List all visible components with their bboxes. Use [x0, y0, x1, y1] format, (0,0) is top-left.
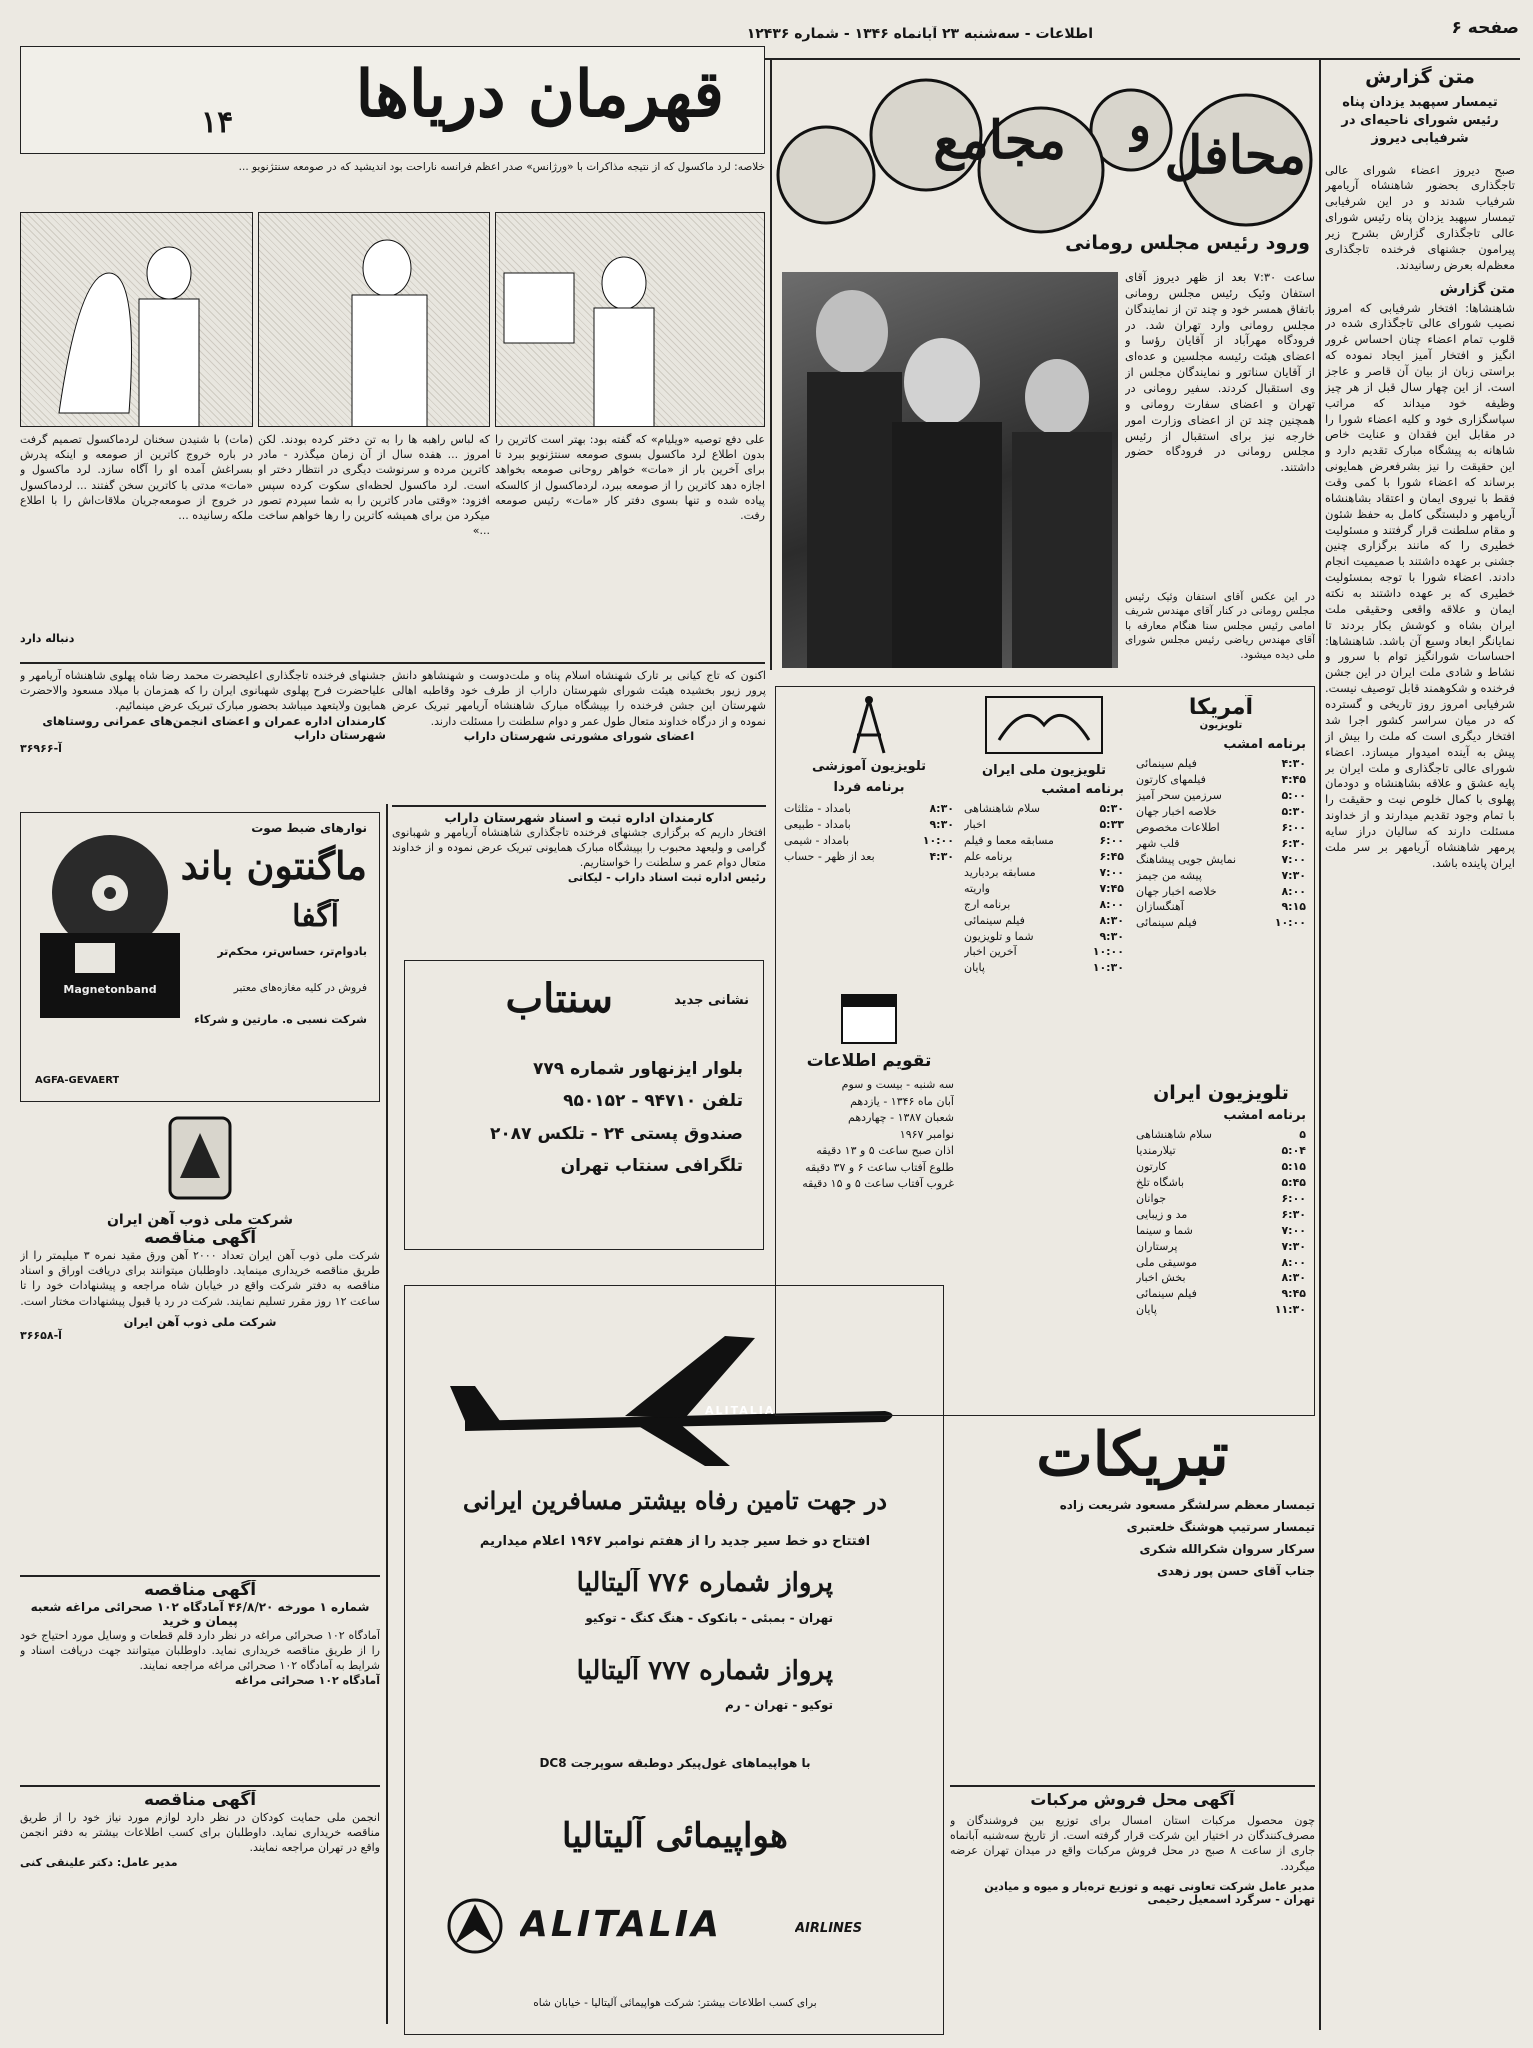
tv-educational-schedule	[784, 801, 954, 865]
tape-reel-icon	[35, 833, 185, 1023]
schedule-time: ۱۰:۳۰	[1092, 961, 1124, 975]
schedule-row	[964, 849, 1124, 865]
schedule-time: ۱۱:۳۰	[1274, 1303, 1306, 1317]
alitalia-route1: تهران - بمبئی - بانکوک - هنگ کنگ - توکیو	[585, 1611, 833, 1625]
schedule-row	[964, 865, 1124, 881]
schedule-time: ۵:۴۵	[1281, 1175, 1306, 1189]
alitalia-airlines: AIRLINES	[795, 1921, 863, 1936]
comic-summary: خلاصه: لرد ماکسول که از نتیجه مذاکرات با «ورژانس» صدر اعظم فرانسه ناراحت بود اندیشید که در صومعه سنتژنویو ...	[238, 161, 765, 173]
congrats-darab-farmers	[20, 668, 386, 803]
info-line: اطلاعات - سه‌شنبه ۲۳ آبانماه ۱۳۴۶ - شماره ۱۲۴۳۶	[746, 26, 1093, 42]
schedule-program: پرستاران	[1136, 1239, 1178, 1253]
schedule-time: ۸:۳۰	[1099, 913, 1124, 927]
congrats-text: اکنون که تاج کیانی بر تارک شهنشاه اسلام پناه و ملت‌دوست و شهنشاهو دانش پرور زیور بخشیده هیئت شورای شهرستان داراب از طرف خود وقاطبه اهالی شهرستان این جشن فرخنده را بپیشگاه مبارک شاهنشاه آریامهر تبریک عرض نموده و از درگاه خداوند متعال طول عمر و دوام سلطنت را مسئلت دارند.	[392, 669, 766, 728]
news-photo	[782, 272, 1118, 668]
comic-continues: دنباله دارد	[20, 632, 75, 645]
tv-iran-brand: تلویزیون ایران	[1153, 1082, 1289, 1104]
schedule-row	[964, 897, 1124, 913]
schedule-time: ۸:۳۰	[1281, 1271, 1306, 1285]
reel-label: Magnetonband	[63, 983, 157, 996]
schedule-program: پایان	[1136, 1303, 1157, 1317]
comic-panel-image-1	[495, 212, 765, 427]
sentab-line: تلگرافی سنتاب تهران	[560, 1155, 743, 1176]
schedule-row	[1136, 1270, 1306, 1286]
schedule-program: باشگاه تلخ	[1136, 1175, 1185, 1189]
schedule-time: ۸:۳۰	[929, 802, 954, 815]
tv-america-brand: آمریکا	[1188, 695, 1254, 720]
schedule-row	[1136, 836, 1306, 852]
schedule-row	[1136, 1159, 1306, 1175]
comic-text-left: (مات) با شنیدن سخنان لردماکسول تصمیم گرفت در باره خروج کاترین از صومعه و اینکه پدرش بسراغش آمده او را آگاه سازد. لرد ماکسول و «مات» مدتی با کاترین سخن گفتند ... لردماکسول در خروج از صومعه‌جریان ملاقات‌اش را با اطلاع ملکه رسانیده ...	[20, 433, 253, 522]
schedule-program: بامداد - شیمی	[784, 833, 850, 847]
alitalia-line2: افتتاح دو خط سیر جدید را از هفتم نوامبر ۱۹۶۷ اعلام میداریم	[479, 1534, 871, 1549]
schedule-time: ۷:۰۰	[1281, 1223, 1306, 1237]
schedule-row	[964, 929, 1124, 945]
schedule-program: واریته	[964, 881, 990, 895]
alitalia-footer: برای کسب اطلاعات بیشتر: شرکت هواپیمائی آلیتالیا - خیابان شاه	[533, 1997, 817, 2009]
citrus-sign: مدیر عامل شرکت تعاونی تهیه و توزیع تره‌بار و میوه و میادین تهران - سرگرد اسمعیل رحیمی	[984, 1879, 1315, 1906]
schedule-time: ۷:۴۵	[1099, 881, 1124, 895]
schedule-program: سرزمین سحر آمیز	[1136, 788, 1222, 802]
report-subtitle: تیمسار سپهبد یزدان پناه رئیس شورای ناحیه‌ای در شرفیابی دیروز	[1341, 95, 1499, 147]
photo-figures	[782, 272, 1118, 668]
tv-iran-schedule	[1136, 1127, 1306, 1318]
agfa-ad	[20, 812, 380, 1102]
schedule-row	[1136, 1223, 1306, 1239]
schedule-time: ۱۰:۰۰	[1274, 916, 1306, 930]
tabrikat-item: سرکار سروان شکرالله شکری	[1139, 1542, 1315, 1556]
report-intro: صبح دیروز اعضاء شورای عالی تاجگذاری بحضور شاهنشاه آریامهر شرفیاب شدند و در این شرفیابی تیمسار سپهبد یزدان پناه رئیس شورای عالی تاجگذاری گزارش بشرح زیر پیرامون جشنهای فرخنده تاجگذاری معظم‌له بعرض رسانیدند.	[1325, 162, 1515, 272]
congrats-small	[950, 1422, 1315, 1722]
tender1-sign: آمادگاه ۱۰۲ صحرائی مراغه	[234, 1673, 380, 1687]
congrats-heading: کارمندان اداره ثبت و اسناد شهرستان داراب	[444, 810, 714, 825]
calendar-title: تقویم اطلاعات	[806, 1051, 932, 1071]
schedule-program: فیلمهای کارتون	[1136, 772, 1206, 786]
schedule-program: سلام شاهنشاهی	[964, 802, 1040, 815]
calendar-line: شعبان ۱۳۸۷ - چهاردهم	[848, 1111, 954, 1124]
plane-livery: ALITALIA	[705, 1404, 776, 1417]
agfa-name: ماگنتون باند	[180, 843, 367, 888]
schedule-row	[1136, 884, 1306, 900]
schedule-program: فیلم سینمائی	[964, 913, 1025, 927]
comic-panel-image-2	[258, 212, 490, 427]
tv-iran-label: برنامه امشب	[1223, 1108, 1306, 1123]
club-banner	[776, 70, 1316, 240]
congrats-sign: رئیس اداره ثبت اسناد داراب - لیکاتی	[567, 870, 766, 884]
congrats-text: جشنهای فرخنده تاجگذاری اعلیحضرت محمد رضا شاه پهلوی شاهنشاه آریامهر و علیاحضرت فرح پهلوی شهبانوی ایران را که همزمان با میلاد مسعود والاحضرت همایون ولایتعهد میباشد بحضور مبارک تبریک عرض مینمائیم.	[20, 669, 386, 713]
schedule-time: ۴:۳۰	[929, 849, 954, 863]
schedule-row	[1136, 1286, 1306, 1302]
tabrikat-item: تیمسار سرتیپ هوشنگ خلعتبری	[1126, 1520, 1315, 1534]
congrats-sign: کارمندان اداره عمران و اعضای انجمن‌های عمرانی روستاهای شهرستان داراب	[42, 713, 386, 742]
schedule-program: پایان	[964, 961, 985, 975]
schedule-time: ۸:۰۰	[1099, 897, 1124, 911]
tv-america-schedule	[1136, 756, 1306, 931]
sentab-lines	[423, 1053, 743, 1182]
schedule-row	[1136, 1175, 1306, 1191]
schedule-time: ۴:۴۵	[1281, 772, 1306, 786]
schedule-row	[784, 849, 954, 865]
tv-national	[964, 695, 1124, 1415]
calendar-lines	[784, 1077, 954, 1193]
comic-text-right: علی دفع توصیه «ویلیام» که گفته بود: بهتر است کاترین را بدون اطلاع لرد ماکسول بسوی صومعه سنتژنویو ببرد تا برای آخرین بار از «مات» خواهر روحانی صومعه بخواهد اجازه دهد کاترین را از صومعه ببرد، لردماکسول از کالسکه پیاده شده و تنها بسوی دفتر کار «مات» رئیس صومعه رفت.	[495, 433, 765, 522]
tender2-heading: آگهی مناقصه	[143, 1790, 257, 1810]
schedule-time: ۱۰:۰۰	[1092, 945, 1124, 959]
schedule-program: تیلارمندیا	[1136, 1143, 1176, 1157]
tabrikat-list	[950, 1498, 1315, 1578]
comic-text-middle: که لباس راهبه ها را به تن دختر کرده بودند. لکن امروز ... هفده سال از آن زمان میگذرد - مادر کاترین مرده و سرنوشت دیگری در انتظار دختر او است. لرد ماکسول لحظه‌ای سکوت کرده سپس افزود: «وقتی مادر کاترین را به شما سپردم تصور میکرد من برای همیشه کاترین را رها خواهم ساخت ...»	[258, 433, 490, 538]
schedule-program: بخش اخبار	[1136, 1271, 1186, 1285]
tv-educational-brand: تلویزیون آموزشی	[811, 759, 927, 774]
agfa-dealer-line: فروش در کلیه مغازه‌های معتبر	[233, 982, 367, 994]
schedule-program: فیلم سینمائی	[1136, 757, 1197, 770]
agfa-top: نوارهای ضبط صوت	[251, 821, 367, 835]
schedule-row	[1136, 1302, 1306, 1318]
schedule-row	[1136, 788, 1306, 804]
schedule-program: نمایش جویی پیشاهنگ	[1136, 852, 1237, 866]
alitalia-flight1: پرواز شماره ۷۷۶ آلیتالیا	[576, 1568, 833, 1598]
schedule-program: مسابقه بردبارید	[964, 865, 1036, 879]
sentab-line: تلفن ۹۴۷۱۰ - ۹۵۰۱۵۲	[563, 1091, 743, 1112]
agfa-tag: بادوام‌تر، حساس‌تر، محکم‌تر	[217, 945, 367, 958]
club-headline: ورود رئیس مجلس رومانی	[1065, 232, 1310, 254]
schedule-time: ۴:۳۰	[1281, 757, 1306, 770]
calendar-line: سه شنبه - بیست و سوم	[841, 1078, 954, 1091]
schedule-program: کارتون	[1136, 1159, 1167, 1173]
schedule-program: فیلم سینمائی	[1136, 1287, 1197, 1301]
alitalia-wordmark: ALITALIA	[520, 1904, 723, 1945]
schedule-time: ۵:۳۰	[1099, 802, 1124, 815]
calendar-line: اذان صبح ساعت ۵ و ۱۳ دقیقه	[816, 1144, 954, 1157]
schedule-time: ۵:۳۰	[1281, 804, 1306, 818]
alitalia-logo	[445, 1896, 905, 1956]
banner-word-2: و	[1128, 98, 1151, 152]
congrats-darab-registry	[392, 810, 766, 950]
schedule-time: ۶:۴۵	[1099, 849, 1124, 863]
schedule-row	[964, 913, 1124, 929]
schedule-time: ۷:۳۰	[1281, 868, 1306, 882]
tabrikat-item: تیمسار معظم سرلشگر مسعود شریعت زاده	[1059, 1498, 1315, 1512]
steel-code: آ-۳۶۶۵۸	[20, 1328, 62, 1342]
schedule-time: ۶:۰۰	[1281, 820, 1306, 834]
schedule-program: خلاصه اخبار جهان	[1136, 804, 1217, 818]
schedule-program: بعد از ظهر - حساب	[784, 849, 875, 863]
schedule-row	[1136, 1255, 1306, 1271]
schedule-row	[784, 801, 954, 817]
schedule-program: اخبار	[964, 817, 986, 831]
schedule-time: ۵:۱۵	[1281, 1159, 1306, 1173]
schedule-program: بامداد - طبیعی	[784, 817, 851, 831]
banner-word-3: مجامع	[933, 110, 1066, 171]
tender2-sign: مدیر عامل: دکتر علینقی کنی	[20, 1855, 178, 1869]
schedule-row	[1136, 1207, 1306, 1223]
schedule-time: ۶:۰۰	[1099, 833, 1124, 847]
tv-national-logo-icon	[964, 695, 1124, 759]
schedule-time: ۹:۱۵	[1281, 900, 1306, 914]
alitalia-arrow-icon	[445, 1896, 505, 1956]
tv-national-label: برنامه امشب	[1041, 782, 1124, 797]
schedule-time: ۷:۰۰	[1281, 852, 1306, 866]
tender1-text: آمادگاه ۱۰۲ صحرائی مراغه در نظر دارد قلم قطعات و وسایل مورد احتیاج خود را از طریق مناقصه خریداری نماید. داوطلبان میتوانند جهت دریافت اسناد و شرایط به آمادگاه ۱۰۲ صحرائی مراغه مراجعه نمایند.	[20, 1629, 380, 1673]
tender1-heading: آگهی مناقصه	[143, 1580, 257, 1600]
tabrikat-title: تبریکات	[1036, 1422, 1229, 1490]
tv-educational-label: برنامه فردا	[833, 780, 905, 795]
schedule-row	[964, 881, 1124, 897]
congrats-text: افتخار داریم که برگزاری جشنهای فرخنده تاجگذاری شاهنشاه آریامهر و شهبانوی گرامی و ولیعهد محبوب را بپیشگاه مبارک همایونی تبریک عرض نموده و از خداوند متعال دوام عمر و سلطنت را خواستاریم.	[392, 826, 766, 870]
schedule-program: آهنگسازان	[1136, 900, 1184, 914]
citrus-heading: آگهی محل فروش مرکبات	[1030, 1790, 1235, 1809]
schedule-row	[964, 833, 1124, 849]
agfa-logo: AGFA-GEVAERT	[35, 1075, 120, 1086]
schedule-time: ۷:۳۰	[1281, 1239, 1306, 1253]
schedule-row	[1136, 868, 1306, 884]
calendar	[784, 987, 954, 1247]
schedule-program: شما و سینما	[1136, 1223, 1193, 1237]
tender-2	[20, 1790, 380, 2035]
schedule-row	[1136, 1239, 1306, 1255]
tv-america-label: برنامه امشب	[1223, 737, 1306, 752]
schedule-time: ۸:۰۰	[1281, 884, 1306, 898]
schedule-program: مد و زیبایی	[1136, 1207, 1188, 1221]
tv-national-brand: تلویزیون ملی ایران	[982, 763, 1106, 778]
schedule-row	[1136, 915, 1306, 931]
schedule-program: برنامه علم	[964, 849, 1013, 863]
comic-episode: ۱۴	[201, 105, 234, 140]
steel-logo-icon	[20, 1108, 380, 1212]
page-label: صفحه ۶	[1451, 18, 1519, 38]
tv-antenna-icon	[784, 695, 954, 759]
steel-company: شرکت ملی ذوب آهن ایران	[106, 1212, 294, 1228]
alitalia-tagline: در جهت تامین رفاه بیشتر مسافرین ایرانی	[462, 1486, 888, 1515]
schedule-program: موسیقی ملی	[1136, 1255, 1198, 1269]
banner-word-1: محافل	[1164, 125, 1306, 186]
calendar-icon	[784, 987, 954, 1051]
schedule-row	[1136, 899, 1306, 915]
schedule-time: ۵:۰۰	[1281, 788, 1306, 802]
schedule-program: فیلم سینمائی	[1136, 916, 1197, 930]
tabrikat-item: جناب آقای حسن پور زهدی	[1156, 1564, 1315, 1578]
report-body: شاهنشاها: افتخار شرفیابی که امروز نصیب شورای عالی تاجگذاری شده در قلوب تمام اعضاء چنان احساس غرور انگیز و افتخار آمیز ایجاد نموده که براستی زبان از بیان آن قاصر و عاجز است. از این چهار سال قبل از هر چیز وظیفه خود میداند که مراتب سپاسگزاری خود و کلیه اعضاء شورا را در مقابل این فقدان و عنایت خاص شاهانه به پیشگاه مبارک تقدیم دارد و این حقیقت را نیز بشرفعرض همایونی برساند که اعضاء شورا با کمی وقت فقط با نیروی ایمان و اعتقاد بشاهنشاه آریامهر و دلبستگی کامل به حفظ شئون و مقام سلطنت قرار گرفتند و مسئولیت خطیری را که مانند برگزاری چنین جشنی بر عهده داشتند با صمیمیت انجام دادند. اعضاء شورا با توجه بمسئولیت خطیری که بر عهده داشتند به نکته ایمان و علاقه واقعی وحقیقی ملت ایران بشاه و کوشش بکار بردند تا نمایانگر ابعاد وسیع آن باشد. شاهنشاها: احساسات شورانگیز توام با سرور و نشاط و شادی ملت ایران در این جشن فرخنده و شکوهمند قابل توصیف نیست. شرفیابی امروز روز تاریخی و گسترده که در میان سراسر کشور اجرا شد افتخار دیگری است که ملت را بیش از پیش به آینده امیدوار میسازد. اعضاء شورای عالی تاجگذاری و ملت ایران بر پایه عشق و علاقه بشاهنشاه و دودمان پهلوی با کمال خلوص نیت و حقیقت را با تمام وجود تقدیم میدارند و از خداوند مسئلت دارند که سالیان دراز سایه پرمهر شاهنشاه آریامهر بر سر ملت ایران پاینده باشد.	[1325, 300, 1515, 870]
schedule-time: ۵	[1299, 1128, 1306, 1141]
congrats-sign: اعضای شورای مشورتی شهرستان داراب	[463, 728, 695, 743]
schedule-time: ۶:۳۰	[1281, 836, 1306, 850]
steel-sign: شرکت ملی ذوب آهن ایران	[123, 1314, 277, 1329]
schedule-program: برنامه ارج	[964, 897, 1011, 911]
agfa-brand: آگفا	[292, 899, 339, 934]
schedule-program: شما و تلویزیون	[964, 929, 1034, 943]
schedule-row	[1136, 820, 1306, 836]
schedule-row	[1136, 1127, 1306, 1143]
schedule-program: بامداد - مثلثات	[784, 802, 851, 815]
club-body: ساعت ۷:۳۰ بعد از ظهر دیروز آقای استفان وئیک رئیس مجلس رومانی باتفاق همسر خود و چند تن از نمایندگان مجلس رومانی وارد تهران شد. در فرودگاه مهرآباد از آقایان رؤسا و اعضای هیئت رئیسه مجلسین و عده‌ای از آقایان سناتور و نمایندگان مجلس از وی استقبال کردند. سفیر رومانی در تهران و اعضای سفارت رومانی و همچنین چند تن از اعضای وزارت امور خارجه نیز برای استقبال از رئیس مجلس رومانی در فرودگاه حضور داشتند.	[1125, 270, 1315, 475]
schedule-row	[1136, 1143, 1306, 1159]
tv-america-subtitle: تلویزیون	[1199, 720, 1243, 731]
schedule-time: ۱۰:۰۰	[922, 833, 954, 847]
sentab-line: بلوار ایزنهاور شماره ۷۷۹	[533, 1059, 743, 1079]
calendar-line: آبان ماه ۱۳۴۶ - یازدهم	[850, 1094, 954, 1108]
schedule-time: ۹:۳۰	[929, 817, 954, 831]
schedule-program: جوانان	[1136, 1191, 1167, 1205]
agfa-dealer: شرکت نسبی ه. مارتین و شرکاء	[194, 1013, 367, 1026]
sentab-title: سنتاب	[505, 975, 613, 1022]
sentab-new-address: نشانی جدید	[674, 993, 749, 1008]
schedule-program: اطلاعات مخصوص	[1136, 820, 1220, 834]
alitalia-airline-fa: هواپیمائی آلیتالیا	[562, 1816, 788, 1856]
alitalia-flight2: پرواز شماره ۷۷۷ آلیتالیا	[576, 1656, 833, 1686]
schedule-row	[784, 833, 954, 849]
schedule-program: پیشه من جیمز	[1136, 868, 1202, 882]
schedule-row	[964, 801, 1124, 817]
report-title: متن گزارش	[1365, 66, 1475, 88]
tender1-sub: شماره ۱ مورخه ۴۶/۸/۲۰ آمادگاه ۱۰۲ صحرائی مراغه شعبه پیمان و خرید	[30, 1600, 370, 1628]
calendar-line: غروب آفتاب ساعت ۵ و ۱۵ دقیقه	[802, 1177, 954, 1190]
schedule-row	[964, 817, 1124, 833]
schedule-time: ۷:۰۰	[1099, 865, 1124, 879]
schedule-time: ۹:۳۰	[1099, 929, 1124, 943]
sentab-ad	[404, 960, 764, 1250]
tender2-text: انجمن ملی حمایت کودکان در نظر دارد لوازم مورد نیاز خود را از طریق مناقصه خریداری نماید. داوطلبان برای کسب اطلاعات بیشتر به دفتر انجمن واقع در تهران مراجعه نمایند.	[20, 1811, 380, 1855]
tender-1	[20, 1580, 380, 1780]
schedule-row	[1136, 756, 1306, 772]
steel-heading: آگهی مناقصه	[143, 1228, 257, 1248]
schedule-time: ۵:۰۴	[1281, 1143, 1306, 1157]
schedule-row	[1136, 772, 1306, 788]
schedule-program: خلاصه اخبار جهان	[1136, 884, 1217, 898]
congrats-code: آ-۳۶۹۶۶	[20, 741, 62, 755]
schedule-time: ۹:۴۵	[1281, 1287, 1306, 1301]
report-column	[1325, 66, 1515, 2036]
comic-title-box	[20, 46, 765, 154]
schedule-time: ۶:۳۰	[1281, 1207, 1306, 1221]
sentab-line: صندوق پستی ۲۴ - تلکس ۲۰۸۷	[490, 1123, 743, 1144]
citrus-text: چون محصول مرکبات استان امسال برای توزیع بین فروشندگان و مصرف‌کنندگان در اختیار این شرکت قرار گرفته است. از تاریخ سه‌شنبه آبانماه جاری از ساعت ۸ صبح در محل فروش مرکبات واقع در میدان تهران عرضه میگردد.	[950, 1814, 1315, 1873]
schedule-program: مسابقه معما و فیلم	[964, 833, 1054, 847]
calendar-line: نوامبر ۱۹۶۷	[899, 1127, 954, 1141]
schedule-row	[1136, 852, 1306, 868]
alitalia-note: با هواپیماهای غول‌پیکر دوطبقه سوپرجت DC8	[539, 1756, 811, 1770]
tv-iran	[1136, 1082, 1306, 1412]
schedule-time: ۶:۰۰	[1281, 1191, 1306, 1205]
report-heading: متن گزارش	[1439, 281, 1515, 297]
schedule-row	[1136, 1191, 1306, 1207]
tv-program-box	[775, 686, 1315, 1416]
schedule-time: ۸:۰۰	[1281, 1255, 1306, 1269]
tv-national-schedule	[964, 801, 1124, 976]
citrus-sale	[950, 1790, 1315, 2035]
schedule-row	[964, 960, 1124, 976]
schedule-program: قلب شهر	[1136, 836, 1180, 850]
steel-text: شرکت ملی ذوب آهن ایران تعداد ۲۰۰۰ آهن ورق مقید نمره ۳ میلیمتر را از طریق مناقصه خریداری مینماید. داوطلبان میتوانند برای دریافت اوراق و اسناد مناقصه به دفتر شرکت واقع در خیابان شاه مراجعه و پیشنهادات خود را تا ساعت ۱۲ روز مقرر تسلیم نمایند. شرکت در رد یا قبول پیشنهادات مختار است.	[20, 1249, 380, 1308]
schedule-row	[784, 817, 954, 833]
tv-america	[1136, 695, 1306, 1075]
schedule-time: ۵:۳۳	[1099, 817, 1124, 831]
congrats-darab-council	[392, 668, 766, 803]
photo-caption: در این عکس آقای استفان وئیک رئیس مجلس رومانی در کنار آقای مهندس شریف امامی رئیس مجلس سنا هنگام معارفه با آقای مهندس ریاضی رئیس مجلس شورای ملی دیده میشود.	[1125, 591, 1315, 661]
schedule-program: سلام شاهنشاهی	[1136, 1128, 1212, 1141]
schedule-program: آخرین اخبار	[964, 945, 1017, 959]
schedule-row	[1136, 804, 1306, 820]
tv-educational	[784, 695, 954, 975]
steel-tender	[20, 1108, 380, 1563]
comic-panel-image-3	[20, 212, 253, 427]
comic-title: قهرمان دریاها	[355, 57, 724, 132]
schedule-row	[964, 944, 1124, 960]
calendar-line: طلوع آفتاب ساعت ۶ و ۳۷ دقیقه	[805, 1160, 954, 1174]
alitalia-route2: توکیو - تهران - رم	[724, 1698, 833, 1712]
